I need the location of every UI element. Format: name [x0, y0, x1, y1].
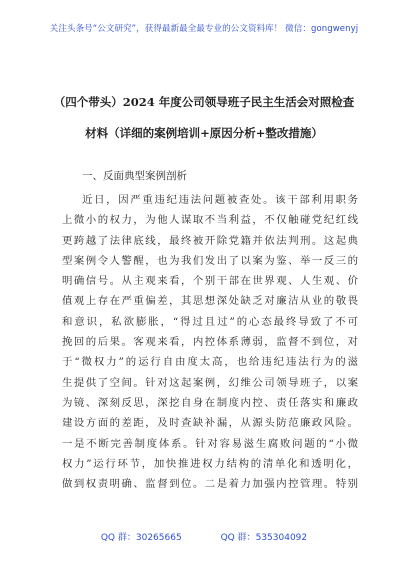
- section-heading: 一、反面典型案例剖析: [82, 170, 187, 182]
- footer-qq-group-1: QQ 群：30265665: [100, 533, 182, 543]
- body-line: 为镜、深刻反思，深挖自身在制度内控、责任落实和廉政: [62, 396, 358, 409]
- header-promo-note: 关注头条号“公文研究”，获得最新最全最专业的公文资料库！ 微信：gongwenyj: [49, 24, 359, 34]
- body-line: 更跨越了法律底线，最终被开除党籍并依法判刑。这起典: [62, 234, 358, 247]
- body-line: 值观上存在严重偏差，其思想深处缺乏对廉洁从业的敬畏: [62, 295, 358, 308]
- document-title-line-1: （四个带头）2024 年度公司领导班子民主生活会对照检查: [53, 95, 355, 109]
- body-line: 一是不断完善制度体系。针对容易滋生腐败问题的“小微: [62, 437, 358, 450]
- body-line: 权力”运行环节，加快推进权力结构的清单化和透明化，: [62, 457, 358, 470]
- body-line: 挽回的后果。客观来看，内控体系薄弱，监督不到位，对: [62, 336, 358, 349]
- body-line: 于“微权力”的运行自由度太高，也给违纪违法行为的滋: [62, 356, 358, 369]
- body-line: 明确信号。从主观来看，个别干部在世界观、人生观、价: [62, 275, 358, 288]
- body-line: 生提供了空间。针对这起案例，幻维公司领导班子，以案: [62, 376, 358, 389]
- body-line: 近日，因严重违纪违法问题被查处。该干部利用职务: [82, 194, 358, 206]
- body-line: 和意识，私欲膨胀，“得过且过”的心态最终导致了不可: [62, 315, 358, 328]
- body-line: 型案例令人警醒，也为我们发出了以案为鉴、举一反三的: [62, 254, 358, 267]
- body-line: 上微小的权力，为他人谋取不当利益，不仅触碰党纪红线: [62, 214, 358, 227]
- body-line: 做到权责明确、监督到位。二是着力加强内控管理。特别: [62, 478, 358, 491]
- body-line: 建设方面的差距，及时查缺补漏，从源头防范廉政风险。: [62, 417, 358, 430]
- document-title-line-2: 材料（详细的案例培训+原因分析+整改措施）: [85, 126, 323, 140]
- footer-qq-group-2: QQ 群：535304092: [220, 533, 308, 543]
- body-text: [62, 190, 358, 494]
- footer-contact: [0, 530, 408, 543]
